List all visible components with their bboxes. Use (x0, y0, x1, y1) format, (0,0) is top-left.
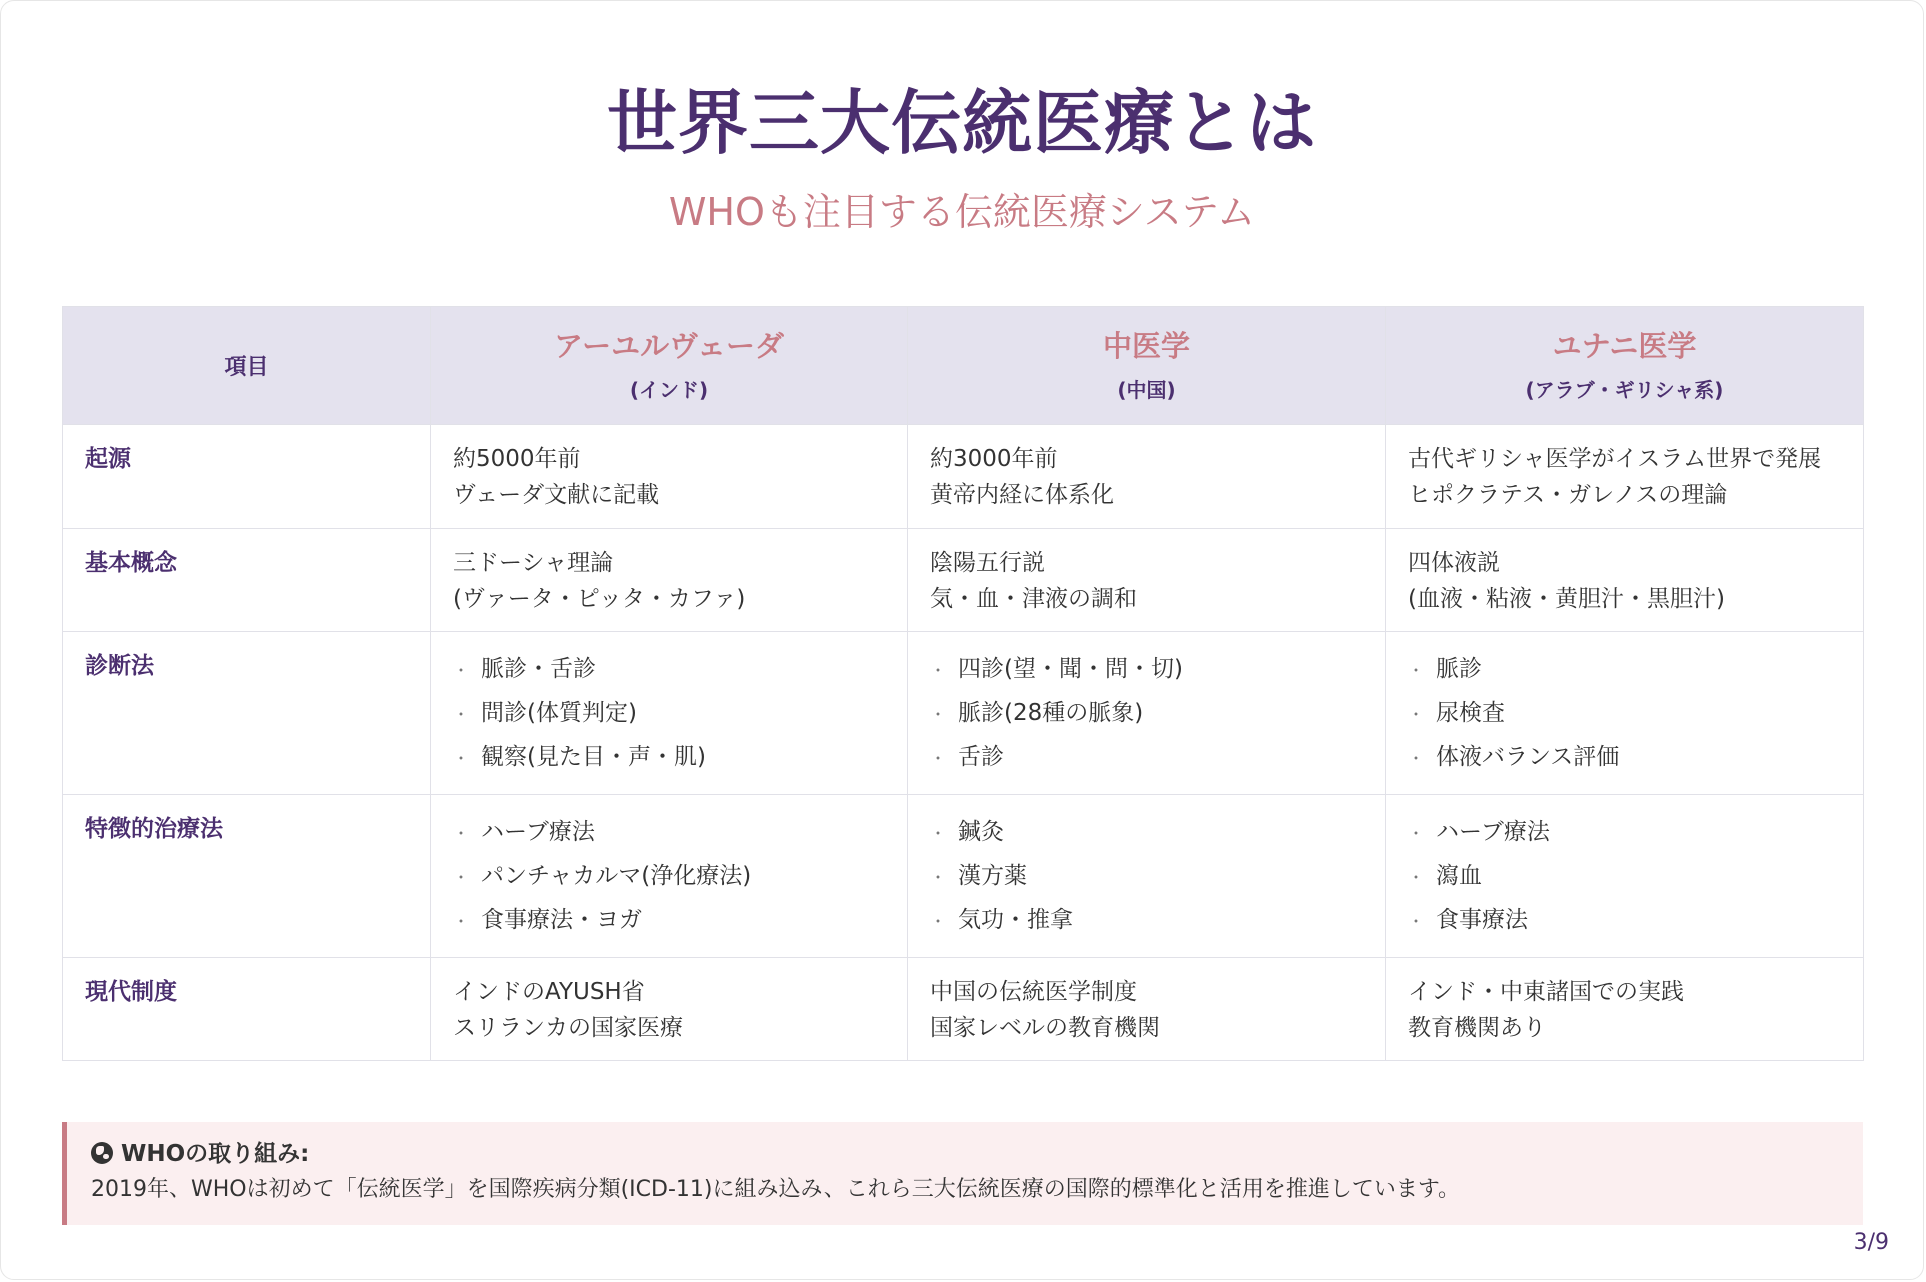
system-name: 中医学 (1102, 329, 1190, 364)
cell-line: 陰陽五行説 (930, 550, 1045, 576)
list-item-text: 四診(望・聞・問・切) (958, 656, 1183, 682)
list-item-text: 瀉血 (1436, 863, 1482, 889)
system-region: (中国) (1117, 377, 1176, 402)
list-item-text: 鍼灸 (958, 819, 1004, 845)
cell-line: 国家レベルの教育機関 (930, 1015, 1160, 1041)
list-item (453, 692, 885, 736)
note-heading: WHOの取り組み: (121, 1141, 310, 1167)
list-item-text: 気功・推拿 (958, 907, 1073, 933)
cell-line: (血液・粘液・黄胆汁・黒胆汁) (1408, 586, 1725, 612)
cell-line: 古代ギリシャ医学がイスラム世界で発展 (1408, 446, 1822, 472)
table-cell (431, 529, 908, 632)
bullet-dot: ・ (1408, 912, 1425, 931)
bullet-dot: ・ (1408, 749, 1425, 768)
list-item (1408, 648, 1841, 692)
bullet-list (1408, 648, 1841, 780)
list-item (1408, 692, 1841, 736)
row-label: 特徴的治療法 (63, 795, 431, 958)
comparison-table (62, 306, 1864, 1061)
list-item-text: 問診(体質判定) (481, 700, 637, 726)
cell-line: 気・血・津液の調和 (930, 586, 1137, 612)
bullet-dot: ・ (453, 705, 470, 724)
list-item-text: 観察(見た目・声・肌) (481, 744, 706, 770)
cell-line: 約5000年前 (453, 446, 581, 472)
list-item-text: 食事療法 (1436, 907, 1528, 933)
bullet-dot: ・ (453, 824, 470, 843)
table-cell (1386, 958, 1864, 1061)
bullet-list (453, 648, 885, 780)
bullet-dot: ・ (453, 661, 470, 680)
bullet-list (930, 648, 1363, 780)
bullet-list (1408, 811, 1841, 943)
row-label: 起源 (63, 425, 431, 529)
note-body: 2019年、WHOは初めて「伝統医学」を国際疾病分類(ICD-11)に組み込み、これら三大伝統医療の国際的標準化と活用を推進しています。 (91, 1177, 1461, 1202)
cell-line: インド・中東諸国での実践 (1408, 979, 1684, 1005)
bullet-list (453, 811, 885, 943)
table-row-diagnosis (63, 632, 1864, 795)
bullet-dot: ・ (453, 868, 470, 887)
header-item-label: 項目 (224, 355, 269, 380)
list-item-text: ハーブ療法 (1436, 819, 1550, 845)
table-cell (908, 958, 1386, 1061)
header-ayurveda (431, 307, 908, 425)
bullet-dot: ・ (930, 868, 947, 887)
list-item-text: 脈診・舌診 (481, 656, 596, 682)
cell-line: 三ドーシャ理論 (453, 550, 614, 576)
bullet-dot: ・ (930, 705, 947, 724)
cell-line: (ヴァータ・ピッタ・カファ) (453, 586, 746, 612)
cell-line: ヴェーダ文献に記載 (453, 482, 660, 508)
list-item-text: パンチャカルマ(浄化療法) (481, 863, 752, 889)
cell-line: 教育機関あり (1408, 1015, 1546, 1041)
bullet-dot: ・ (453, 749, 470, 768)
row-label: 基本概念 (63, 529, 431, 632)
list-item (930, 811, 1363, 855)
table-cell (908, 795, 1386, 958)
table-cell (1386, 795, 1864, 958)
cell-line: 中国の伝統医学制度 (930, 979, 1137, 1005)
list-item (930, 736, 1363, 780)
page-title: 世界三大伝統医療とは (607, 82, 1317, 164)
list-item (453, 855, 885, 899)
table-cell (908, 425, 1386, 529)
cell-line: ヒポクラテス・ガレノスの理論 (1408, 482, 1728, 508)
list-item (930, 648, 1363, 692)
note-heading-line (91, 1136, 1839, 1172)
cell-line: 約3000年前 (930, 446, 1058, 472)
table-cell (431, 795, 908, 958)
cell-line: インドのAYUSH省 (453, 979, 645, 1005)
cell-line: 黄帝内経に体系化 (930, 482, 1114, 508)
table-cell (1386, 425, 1864, 529)
bullet-dot: ・ (1408, 705, 1425, 724)
cell-line: スリランカの国家医療 (453, 1015, 683, 1041)
list-item-text: 尿検査 (1436, 700, 1505, 726)
list-item-text: 漢方薬 (958, 863, 1027, 889)
bullet-dot: ・ (1408, 824, 1425, 843)
list-item-text: ハーブ療法 (481, 819, 595, 845)
system-region: (インド) (629, 377, 709, 402)
list-item (453, 899, 885, 943)
list-item (930, 899, 1363, 943)
table-cell (1386, 529, 1864, 632)
list-item-text: 体液バランス評価 (1436, 744, 1620, 770)
table-row-origin (63, 425, 1864, 529)
list-item (930, 855, 1363, 899)
page-indicator: 3/9 (1853, 1230, 1889, 1255)
table-cell (1386, 632, 1864, 795)
bullet-dot: ・ (1408, 661, 1425, 680)
list-item (1408, 736, 1841, 780)
table-row-concept (63, 529, 1864, 632)
header-tcm (908, 307, 1386, 425)
list-item (1408, 855, 1841, 899)
table-cell (908, 632, 1386, 795)
bullet-dot: ・ (930, 749, 947, 768)
globe-icon (91, 1142, 113, 1164)
system-region: (アラブ・ギリシャ系) (1525, 377, 1724, 402)
who-note-box (62, 1122, 1863, 1225)
list-item-text: 脈診(28種の脈象) (958, 700, 1144, 726)
row-label: 診断法 (63, 632, 431, 795)
list-item (930, 692, 1363, 736)
list-item-text: 食事療法・ヨガ (481, 907, 642, 933)
system-name: ユナニ医学 (1552, 329, 1697, 364)
table-cell (431, 632, 908, 795)
header-unani (1386, 307, 1864, 425)
list-item (453, 736, 885, 780)
bullet-dot: ・ (930, 912, 947, 931)
list-item (1408, 899, 1841, 943)
list-item-text: 脈診 (1436, 656, 1482, 682)
page-subtitle: WHOも注目する伝統医療システム (668, 190, 1256, 234)
list-item-text: 舌診 (958, 744, 1004, 770)
table-cell (431, 958, 908, 1061)
row-label: 現代制度 (63, 958, 431, 1061)
bullet-list (930, 811, 1363, 943)
bullet-dot: ・ (930, 661, 947, 680)
list-item (1408, 811, 1841, 855)
list-item (453, 648, 885, 692)
bullet-dot: ・ (453, 912, 470, 931)
system-name: アーユルヴェーダ (554, 329, 784, 364)
cell-line: 四体液説 (1408, 550, 1500, 576)
list-item (453, 811, 885, 855)
table-row-treatment (63, 795, 1864, 958)
table-cell (908, 529, 1386, 632)
table-header-row (63, 307, 1864, 425)
table-row-modern (63, 958, 1864, 1061)
bullet-dot: ・ (930, 824, 947, 843)
bullet-dot: ・ (1408, 868, 1425, 887)
header-corner (63, 307, 431, 425)
table-cell (431, 425, 908, 529)
